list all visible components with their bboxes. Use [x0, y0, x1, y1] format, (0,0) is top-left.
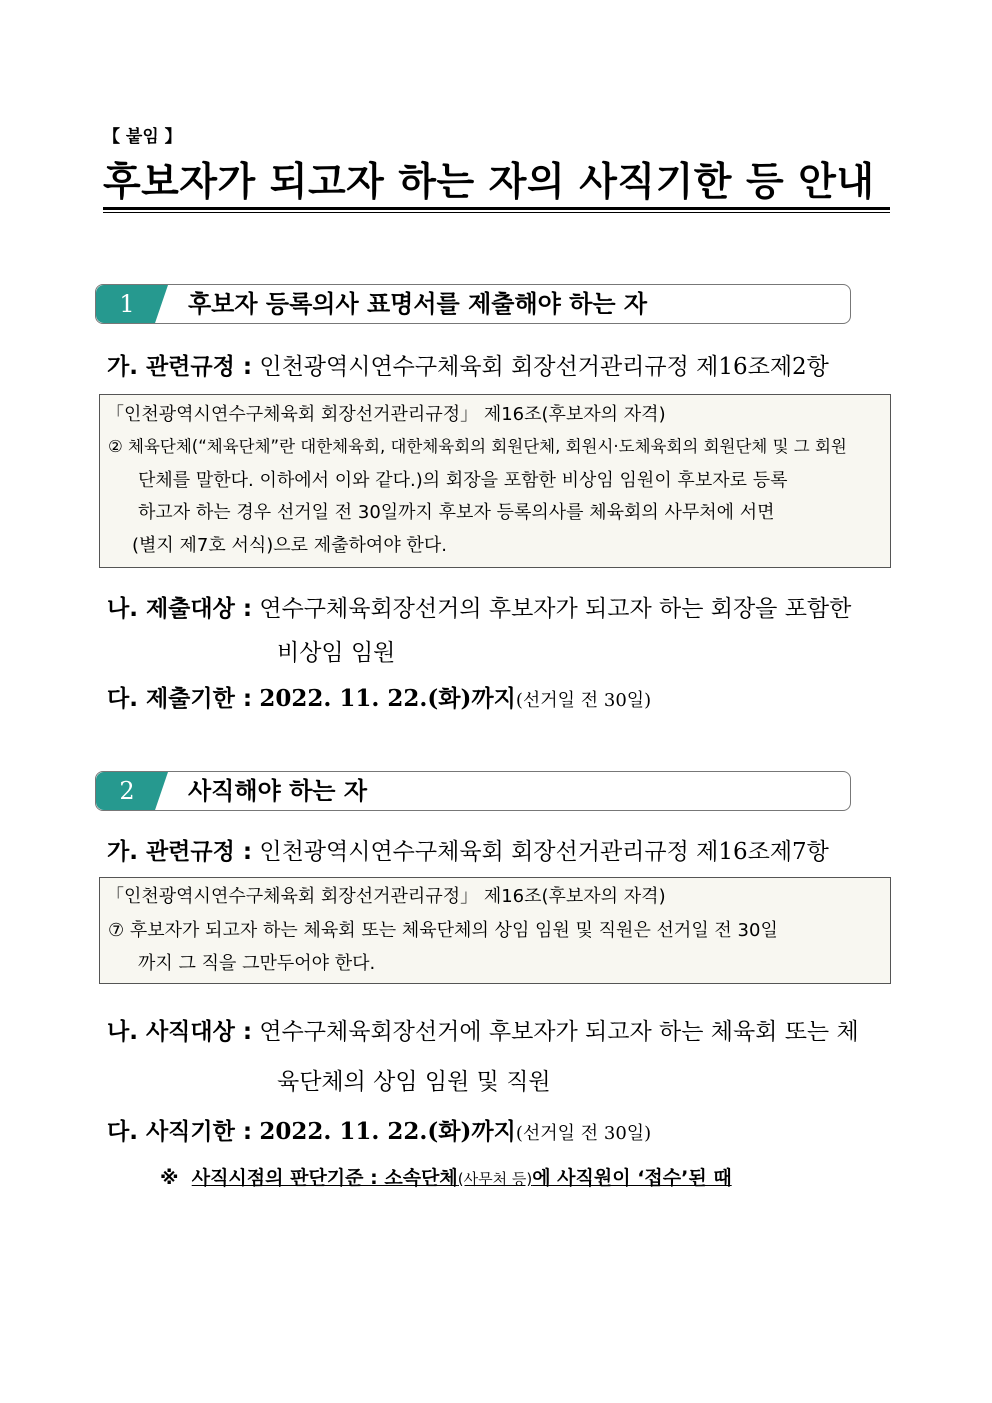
s2-na-text-cont: 육단체의 상임 임원 및 직원 — [277, 1069, 551, 1095]
s1-na-label: 나. 제출대상 : — [107, 596, 253, 622]
s1-da-row — [107, 684, 651, 716]
attachment-tag: 【 붙임 】 — [103, 127, 182, 147]
s2-ga-label: 가. 관련규정 : — [107, 839, 253, 865]
s1-box-line-1: 「인천광역시연수구체육회 회장선거관리규정」 제16조(후보자의 자격) — [106, 404, 666, 425]
note-text-b: 에 사직원이 ‘접수’된 때 — [532, 1167, 732, 1189]
s1-na-text: 연수구체육회장선거의 후보자가 되고자 하는 회장을 포함한 — [259, 596, 852, 622]
s2-na-row — [107, 1017, 859, 1047]
s2-na-text: 연수구체육회장선거에 후보자가 되고자 하는 체육회 또는 체 — [259, 1019, 859, 1045]
s2-ga-text: 인천광역시연수구체육회 회장선거관리규정 제16조제7항 — [259, 839, 829, 865]
title-rule — [103, 207, 890, 210]
s2-da-label: 다. 사직기한 : — [107, 1119, 253, 1145]
section-2-header — [95, 771, 851, 811]
s1-ga-text: 인천광역시연수구체육회 회장선거관리규정 제16조제2항 — [259, 354, 829, 380]
s1-da-label: 다. 제출기한 : — [107, 686, 253, 712]
note-text-small: (사무처 등) — [457, 1170, 533, 1188]
section-1-header — [95, 284, 851, 324]
s1-box-line-3: 단체를 말한다. 이하에서 이와 같다.)의 회장을 포함한 비상임 임원이 후보자로 등록 — [138, 470, 788, 491]
s1-na-text-cont: 비상임 임원 — [277, 640, 396, 666]
s2-box-line-3: 까지 그 직을 그만두어야 한다. — [138, 953, 376, 974]
s1-box-line-4: 하고자 하는 경우 선거일 전 30일까지 후보자 등록의사를 체육회의 사무처에 서면 — [138, 502, 775, 523]
s1-regulation-box — [99, 394, 891, 568]
s1-na-row — [107, 594, 851, 624]
s1-da-date: 2022. 11. 22.(화)까지 — [259, 685, 516, 712]
s2-da-row — [107, 1117, 651, 1149]
s2-box-line-1: 「인천광역시연수구체육회 회장선거관리규정」 제16조(후보자의 자격) — [106, 886, 666, 907]
note-text-a: 사직시점의 판단기준 : 소속단체 — [191, 1167, 458, 1189]
s2-ga-row — [107, 837, 829, 867]
s1-da-note: (선거일 전 30일) — [515, 690, 652, 711]
s1-ga-label: 가. 관련규정 : — [107, 354, 253, 380]
title-rule-thin — [103, 212, 890, 213]
note-mark: ※ — [160, 1167, 179, 1189]
section-1-number: 1 — [119, 290, 135, 318]
section-1-heading: 후보자 등록의사 표명서를 제출해야 하는 자 — [188, 290, 648, 318]
page-title: 후보자가 되고자 하는 자의 사직기한 등 안내 — [103, 160, 875, 205]
s2-da-date: 2022. 11. 22.(화)까지 — [259, 1118, 516, 1145]
s1-box-line-5: (별지 제7호 서식)으로 제출하여야 한다. — [132, 535, 447, 556]
section-2-heading: 사직해야 하는 자 — [188, 777, 367, 805]
s2-na-label: 나. 사직대상 : — [107, 1019, 253, 1045]
resignation-note — [160, 1163, 732, 1190]
s1-box-line-2: ② 체육단체(“체육단체”란 대한체육회, 대한체육회의 회원단체, 회원시·도체육회의 회원단체 및 그 회원 — [108, 437, 847, 456]
section-2-number: 2 — [119, 777, 135, 805]
s1-ga-row — [107, 352, 829, 382]
s2-box-line-2: ⑦ 후보자가 되고자 하는 체육회 또는 체육단체의 상임 임원 및 직원은 선거일 전 30일 — [108, 920, 778, 941]
note-text — [192, 1167, 732, 1189]
s2-da-note: (선거일 전 30일) — [515, 1123, 652, 1144]
s2-regulation-box — [99, 877, 891, 984]
